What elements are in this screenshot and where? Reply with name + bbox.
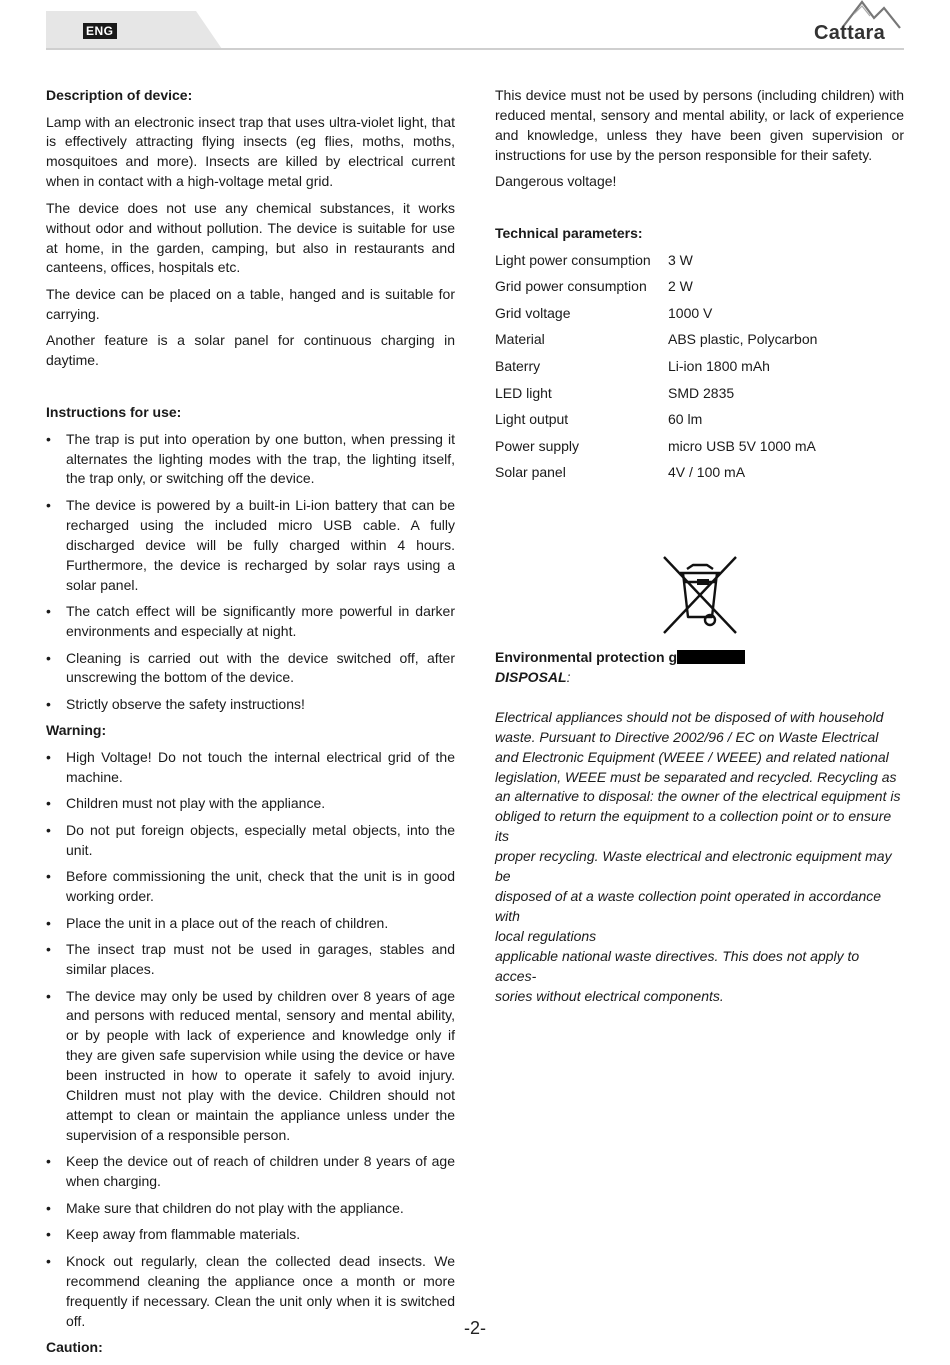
list-item: • The catch effect will be significantly more powerful in darker environments and especially at night.	[46, 602, 455, 642]
table-row	[495, 437, 817, 464]
tech-value: SMD 2835	[668, 384, 735, 401]
description-heading: Description of device:	[46, 87, 193, 103]
brand-name: Cattara	[814, 22, 886, 44]
redaction-bar	[677, 650, 745, 664]
environment-heading-text: Environmental protection g	[495, 649, 678, 665]
table-row	[495, 304, 817, 331]
caution-heading: Caution:	[46, 1339, 103, 1355]
disposal-line: local regulations	[495, 927, 597, 944]
list-item: • Make sure that children do not play with the appliance.	[46, 1199, 455, 1219]
list-item: • Cleaning is carried out with the device switched off, after unscrewing the bottom of the device.	[46, 649, 455, 689]
tech-value: Li-ion 1800 mAh	[668, 358, 770, 374]
list-item: • Keep away from flammable materials.	[46, 1225, 455, 1245]
table-row	[495, 357, 817, 384]
table-row	[495, 277, 817, 304]
disposal-line: an alternative to disposal: the owner of the electrical equipment is	[495, 788, 901, 805]
tech-value: micro USB 5V 1000 mA	[668, 437, 816, 454]
disposal-label: DISPOSAL	[495, 668, 567, 685]
disposal-line: applicable national waste directives. This does not apply to acces-	[495, 947, 860, 984]
tech-value: ABS plastic, Polycarbon	[668, 331, 818, 348]
list-item: • Do not put foreign objects, especially metal objects, into the unit.	[46, 821, 455, 861]
table-row	[495, 251, 817, 278]
tech-key: LED light	[495, 384, 552, 401]
tech-value: 60 lm	[668, 411, 703, 428]
description-paragraph: Lamp with an electronic insect trap that uses ultra-violet light, that is effectively attracting flying insects (eg flies, moths, moths, mosquitoes and more). Insects are killed by electrical current when in contact with a high-voltage metal grid.	[46, 113, 455, 190]
disposal-line: obliged to return the equipment to a collection point or to ensure its	[495, 808, 892, 845]
table-row	[495, 463, 817, 490]
disposal-colon: :	[566, 668, 571, 685]
instructions-list	[46, 430, 455, 715]
disposal-text	[495, 708, 904, 1007]
brand-logo	[812, 0, 906, 46]
disposal-line: disposed of at a waste collection point operated in accordance with	[495, 887, 882, 924]
table-row	[495, 410, 817, 437]
list-item: • The insect trap must not be used in garages, stables and similar places.	[46, 940, 455, 980]
list-item: • The device may only be used by children over 8 years of age and persons with reduced mental, sensory and mental ability, or by people with lack of experience and knowledge only if they are given safe supervision while using the device or have been instructed in how to operate it safely to avoid injury. Children must not play with the device. Children should not attempt to clean or maintain the appliance unless under the supervision of a responsible person.	[46, 987, 455, 1146]
list-item: • Place the unit in a place out of the reach of children.	[46, 914, 455, 934]
tech-key: Baterry	[495, 358, 541, 374]
crossed-out-bin-icon	[660, 555, 740, 635]
disposal-line: sories without electrical components.	[495, 987, 724, 1004]
tech-key: Grid voltage	[495, 304, 571, 321]
tech-value: 3 W	[668, 251, 693, 268]
tech-key: Light power consumption	[495, 251, 651, 268]
tech-key: Grid power consumption	[495, 278, 647, 295]
environment-section	[495, 648, 904, 1006]
left-column	[46, 86, 455, 1365]
description-paragraph: Another feature is a solar panel for continuous charging in daytime.	[46, 332, 455, 369]
description-paragraph: The device can be placed on a table, hanged and is suitable for carrying.	[46, 285, 455, 322]
list-item: • The device is powered by a built-in Li-ion battery that can be recharged using the included micro USB cable. A fully discharged device will be fully charged within 4 hours. Furthermore, the device is recharged by solar rays using a solar panel.	[46, 496, 455, 596]
tech-value: 4V / 100 mA	[668, 464, 746, 481]
disposal-line: and Electronic Equipment (WEEE / WEEE) and related national	[495, 748, 889, 765]
header-rule	[46, 48, 904, 50]
tech-key: Material	[495, 331, 545, 348]
list-item: • Before commissioning the unit, check that the unit is in good working order.	[46, 867, 455, 907]
tech-value: 1000 V	[668, 304, 713, 321]
right-column	[495, 86, 904, 490]
disposal-line: Electrical appliances should not be disposed of with household	[495, 708, 884, 725]
list-item: • Children must not play with the appliance.	[46, 794, 455, 814]
list-item: • Keep the device out of reach of children under 8 years of age when charging.	[46, 1152, 455, 1192]
warning-heading: Warning:	[46, 722, 107, 739]
table-row	[495, 330, 817, 357]
list-item: • The trap is put into operation by one button, when pressing it alternates the lighting modes with the trap, the lighting itself, the trap only, or switching off the device.	[46, 430, 455, 490]
tech-key: Power supply	[495, 437, 580, 454]
intro-paragraph: Dangerous voltage!	[495, 173, 617, 190]
disposal-line: legislation, WEEE must be separated and recycled. Recycling as	[495, 768, 897, 785]
list-item: • High Voltage! Do not touch the internal electrical grid of the machine.	[46, 748, 455, 788]
header-band	[46, 11, 222, 49]
disposal-line: waste. Pursuant to Directive 2002/96 / EC on Waste Electrical	[495, 728, 879, 745]
tech-value: 2 W	[668, 278, 693, 295]
description-paragraph: The device does not use any chemical substances, it works without odor and without pollution. The device is suitable for use at home, in the garden, camping, but also in restaurants and canteens, offices, hospitals etc.	[46, 199, 455, 276]
tech-heading: Technical parameters:	[495, 225, 643, 242]
intro-paragraph: This device must not be used by persons (including children) with reduced mental, sensory and mental ability, or lack of experience and knowledge, unless they have been given supervision or instructions for use by the person responsible for their safety.	[495, 87, 904, 163]
list-item: • Strictly observe the safety instructions!	[46, 695, 455, 715]
tech-table	[495, 251, 817, 490]
language-badge: ENG	[83, 23, 117, 39]
instructions-heading: Instructions for use:	[46, 404, 182, 421]
table-row	[495, 384, 817, 411]
tech-key: Light output	[495, 411, 569, 428]
warnings-list	[46, 748, 455, 1332]
environment-heading	[495, 648, 904, 668]
page-number: -2-	[464, 1318, 486, 1338]
tech-key: Solar panel	[495, 464, 566, 481]
disposal-line: proper recycling. Waste electrical and electronic equipment may be	[495, 848, 892, 885]
list-item: • Knock out regularly, clean the collected dead insects. We recommend cleaning the appliance once a month or more frequently if necessary. Clean the unit only when it is switched off.	[46, 1252, 455, 1332]
